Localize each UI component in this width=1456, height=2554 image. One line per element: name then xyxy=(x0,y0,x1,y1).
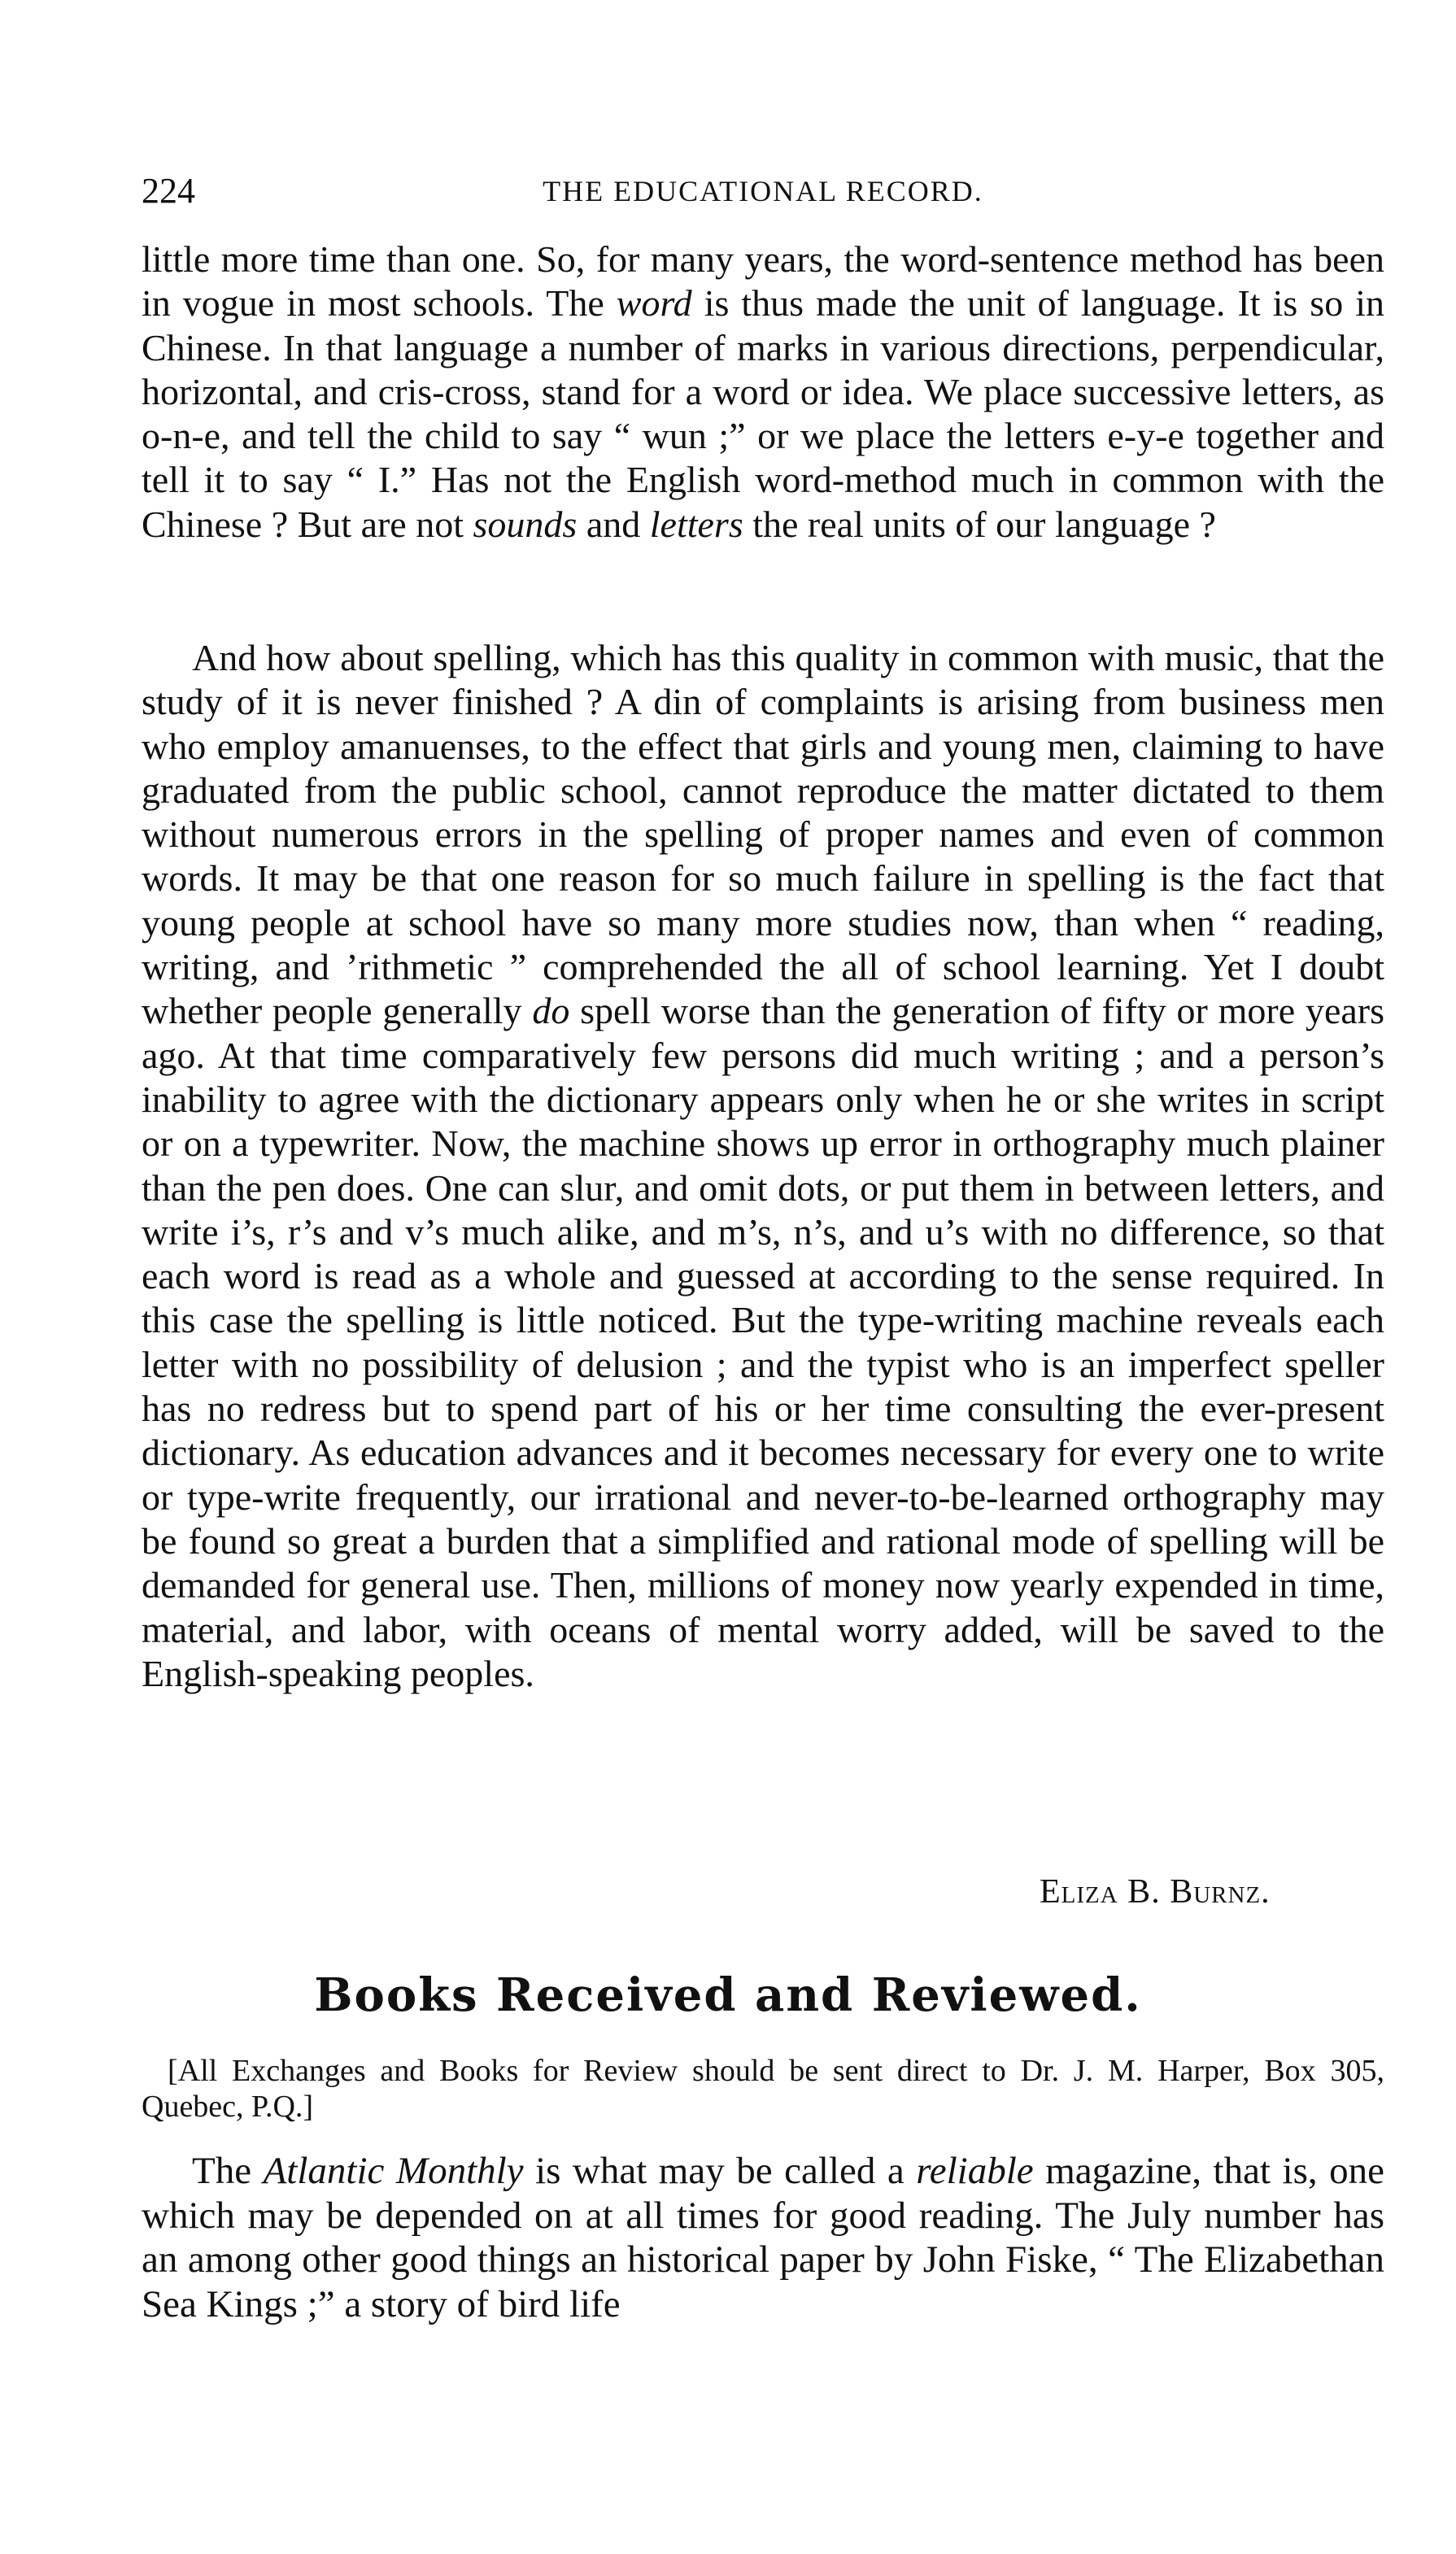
italic-letters: letters xyxy=(649,503,743,545)
section-title: Books Received and Reviewed. xyxy=(314,1968,1142,2022)
page-number: 224 xyxy=(142,171,195,211)
italic-atlantic-monthly: Atlantic Monthly xyxy=(263,2150,524,2192)
paragraph-word-method: little more time than one. So, for many years, the word-sentence method has been in vogue in most schools. The word is thus made the unit of language. It is so in Chinese. In that language a number of marks in various directions, perpendicular, horizontal, and cris-cross, stand for a word or idea. We place successive letters, as o-n-e, and tell the child to say “ wun ;” or we place the letters e-y-e together and tell it to say “ I.” Has not the English word-method much in common with the Chinese ? But are not sounds and letters the real units of our language ? xyxy=(142,238,1385,545)
italic-word: word xyxy=(616,282,692,325)
paragraph-spelling: And how about spelling, which has this quality in common with music, that the study of it is never finished ? A din of complaints is arising from business men who employ amanuenses, to the effect that girls and young men, claiming to have graduated from the public school, cannot reproduce the matter dictated to them without numerous errors in the spelling of proper names and even of common words. It may be that one reason for so much failure in spelling is the fact that young people at school have so many more studies now, than when “ reading, writing, and ’rithmetic ” comprehended the all of school learning. Yet I doubt whether people generally do spell worse than the generation of fifty or more years ago. At that time comparatively few persons did much writing ; and a person’s inability to agree with the dictionary appears only when he or she writes in script or on a typewriter. Now, the machine shows up error in orthography much plainer than the pen does. One can slur, and omit dots, or put them in between letters, and write i’s, r’s and v’s much alike, and m’s, n’s, and u’s with no difference, so that each word is read as a whole and guessed at according to the sense required. In this case the spelling is little noticed. But the type-writing machine reveals each letter with no possibility of delusion ; and the typist who is an imperfect speller has no redress but to spend part of his or her time consulting the ever-present dictionary. As education advances and it becomes necessary for every one to write or type-write frequently, our irrational and never-to-be-learned orthography may be found so great a burden that a simplified and rational mode of spelling will be demanded for general use. Then, millions of money now yearly expended in time, material, and labor, with oceans of mental worry added, will be saved to the English-speaking peoples. xyxy=(142,637,1384,1694)
italic-reliable: reliable xyxy=(916,2150,1034,2192)
running-title: THE EDUCATIONAL RECORD. xyxy=(543,175,983,207)
page-header xyxy=(142,163,1384,220)
italic-do: do xyxy=(532,990,570,1032)
italic-sounds: sounds xyxy=(473,503,578,545)
editorial-note: [All Exchanges and Books for Review should be sent direct to Dr. J. M. Harper, Box 305, Quebec, P.Q.] xyxy=(142,2054,1384,2124)
paragraph-atlantic-monthly: The Atlantic Monthly is what may be called a reliable magazine, that is, one which may be depended on at all times for good reading. The July number has an among other good things an historical paper by John Fiske, “ The Elizabethan Sea Kings ;” a story of bird life xyxy=(142,2150,1384,2325)
author-signature: Eliza B. Burnz. xyxy=(1040,1873,1271,1911)
